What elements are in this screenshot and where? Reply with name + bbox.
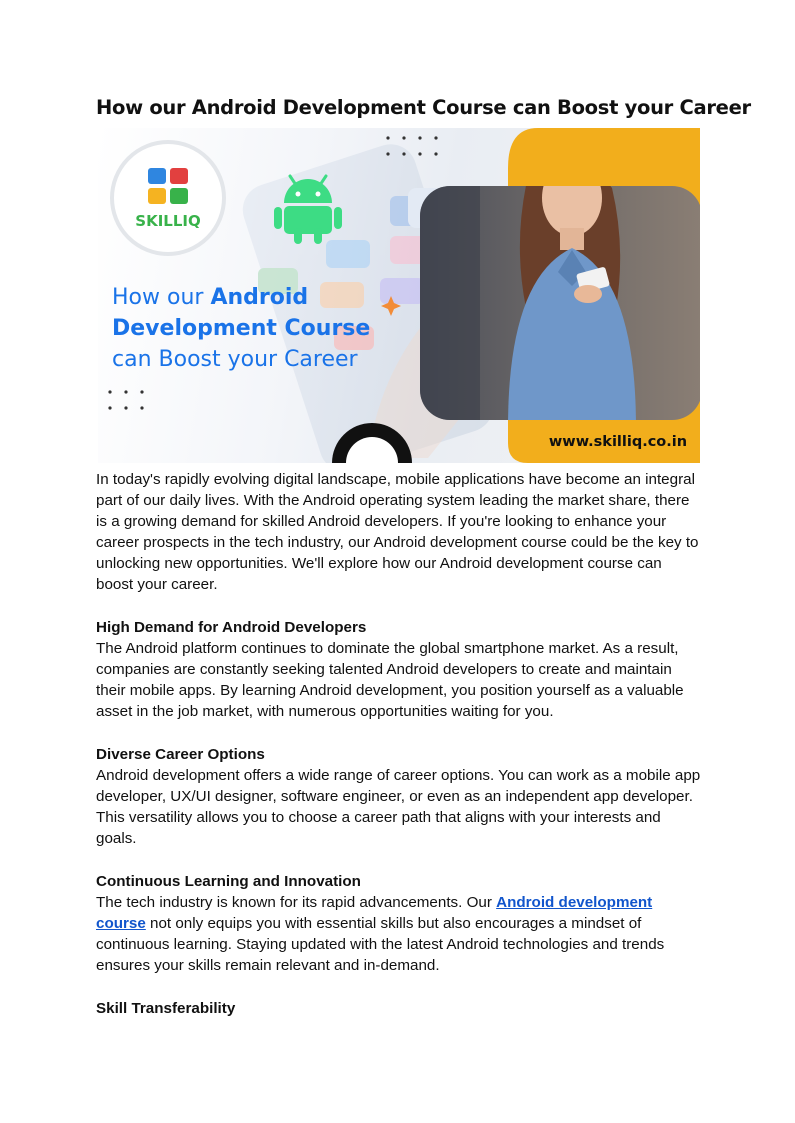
- page-title: How our Android Development Course can Boost your Career: [96, 96, 751, 119]
- logo-text: SKILLIQ: [135, 212, 201, 230]
- section-heading: Skill Transferability: [96, 1000, 236, 1017]
- banner-image: [98, 128, 700, 463]
- section-body: [96, 892, 701, 976]
- woman-photo: [420, 160, 700, 428]
- body-text-after-link: not only equips you with essential skills but also encourages a mindset of continuous learning. Staying updated with the latest Android technologies and trends ensures your skills remain relevant and in-demand.: [96, 915, 665, 974]
- intro-paragraph: In today's rapidly evolving digital landscape, mobile applications have become an integral part of our daily lives. With the Android operating system leading the market share, there is a growing demand for skilled Android developers. If you're looking to enhance your career prospects in the tech industry, our Android development course could be the key to unlocking new opportunities. We'll explore how our Android development course can boost your career.: [96, 471, 699, 593]
- section-body: Android development offers a wide range of career options. You can work as a mobile app developer, UX/UI designer, software engineer, or even as an independent app developer. This versatility allows you to choose a career path that aligns with your interests and goals.: [96, 767, 701, 847]
- section-heading: High Demand for Android Developers: [96, 619, 367, 636]
- headline-line-2: Development Course: [112, 316, 371, 341]
- headline-line-3: can Boost your Career: [112, 347, 358, 372]
- intro-block: [96, 469, 701, 595]
- section-diverse-career: [96, 744, 701, 849]
- section-body: The Android platform continues to dominate the global smartphone market. As a result, companies are constantly seeking talented Android developers to create and maintain their mobile apps. By learning Android development, you position yourself as a valuable asset in the job market, with numerous opportunities waiting for you.: [96, 640, 684, 720]
- section-high-demand: [96, 617, 701, 722]
- website-url: www.skilliq.co.in: [548, 434, 688, 450]
- section-heading: Continuous Learning and Innovation: [96, 873, 361, 890]
- skilliq-logo: [112, 142, 224, 254]
- section-heading: Diverse Career Options: [96, 746, 265, 763]
- banner-graphic: [98, 128, 700, 463]
- headline-line-1: How our Android: [112, 285, 309, 310]
- body-text-before-link: The tech industry is known for its rapid advancements. Our: [96, 894, 497, 911]
- dots-pattern-bottom: [108, 390, 143, 409]
- android-course-link[interactable]: Android development course: [96, 894, 653, 932]
- section-continuous-learning: [96, 871, 701, 976]
- section-skill-transferability: [96, 998, 701, 1019]
